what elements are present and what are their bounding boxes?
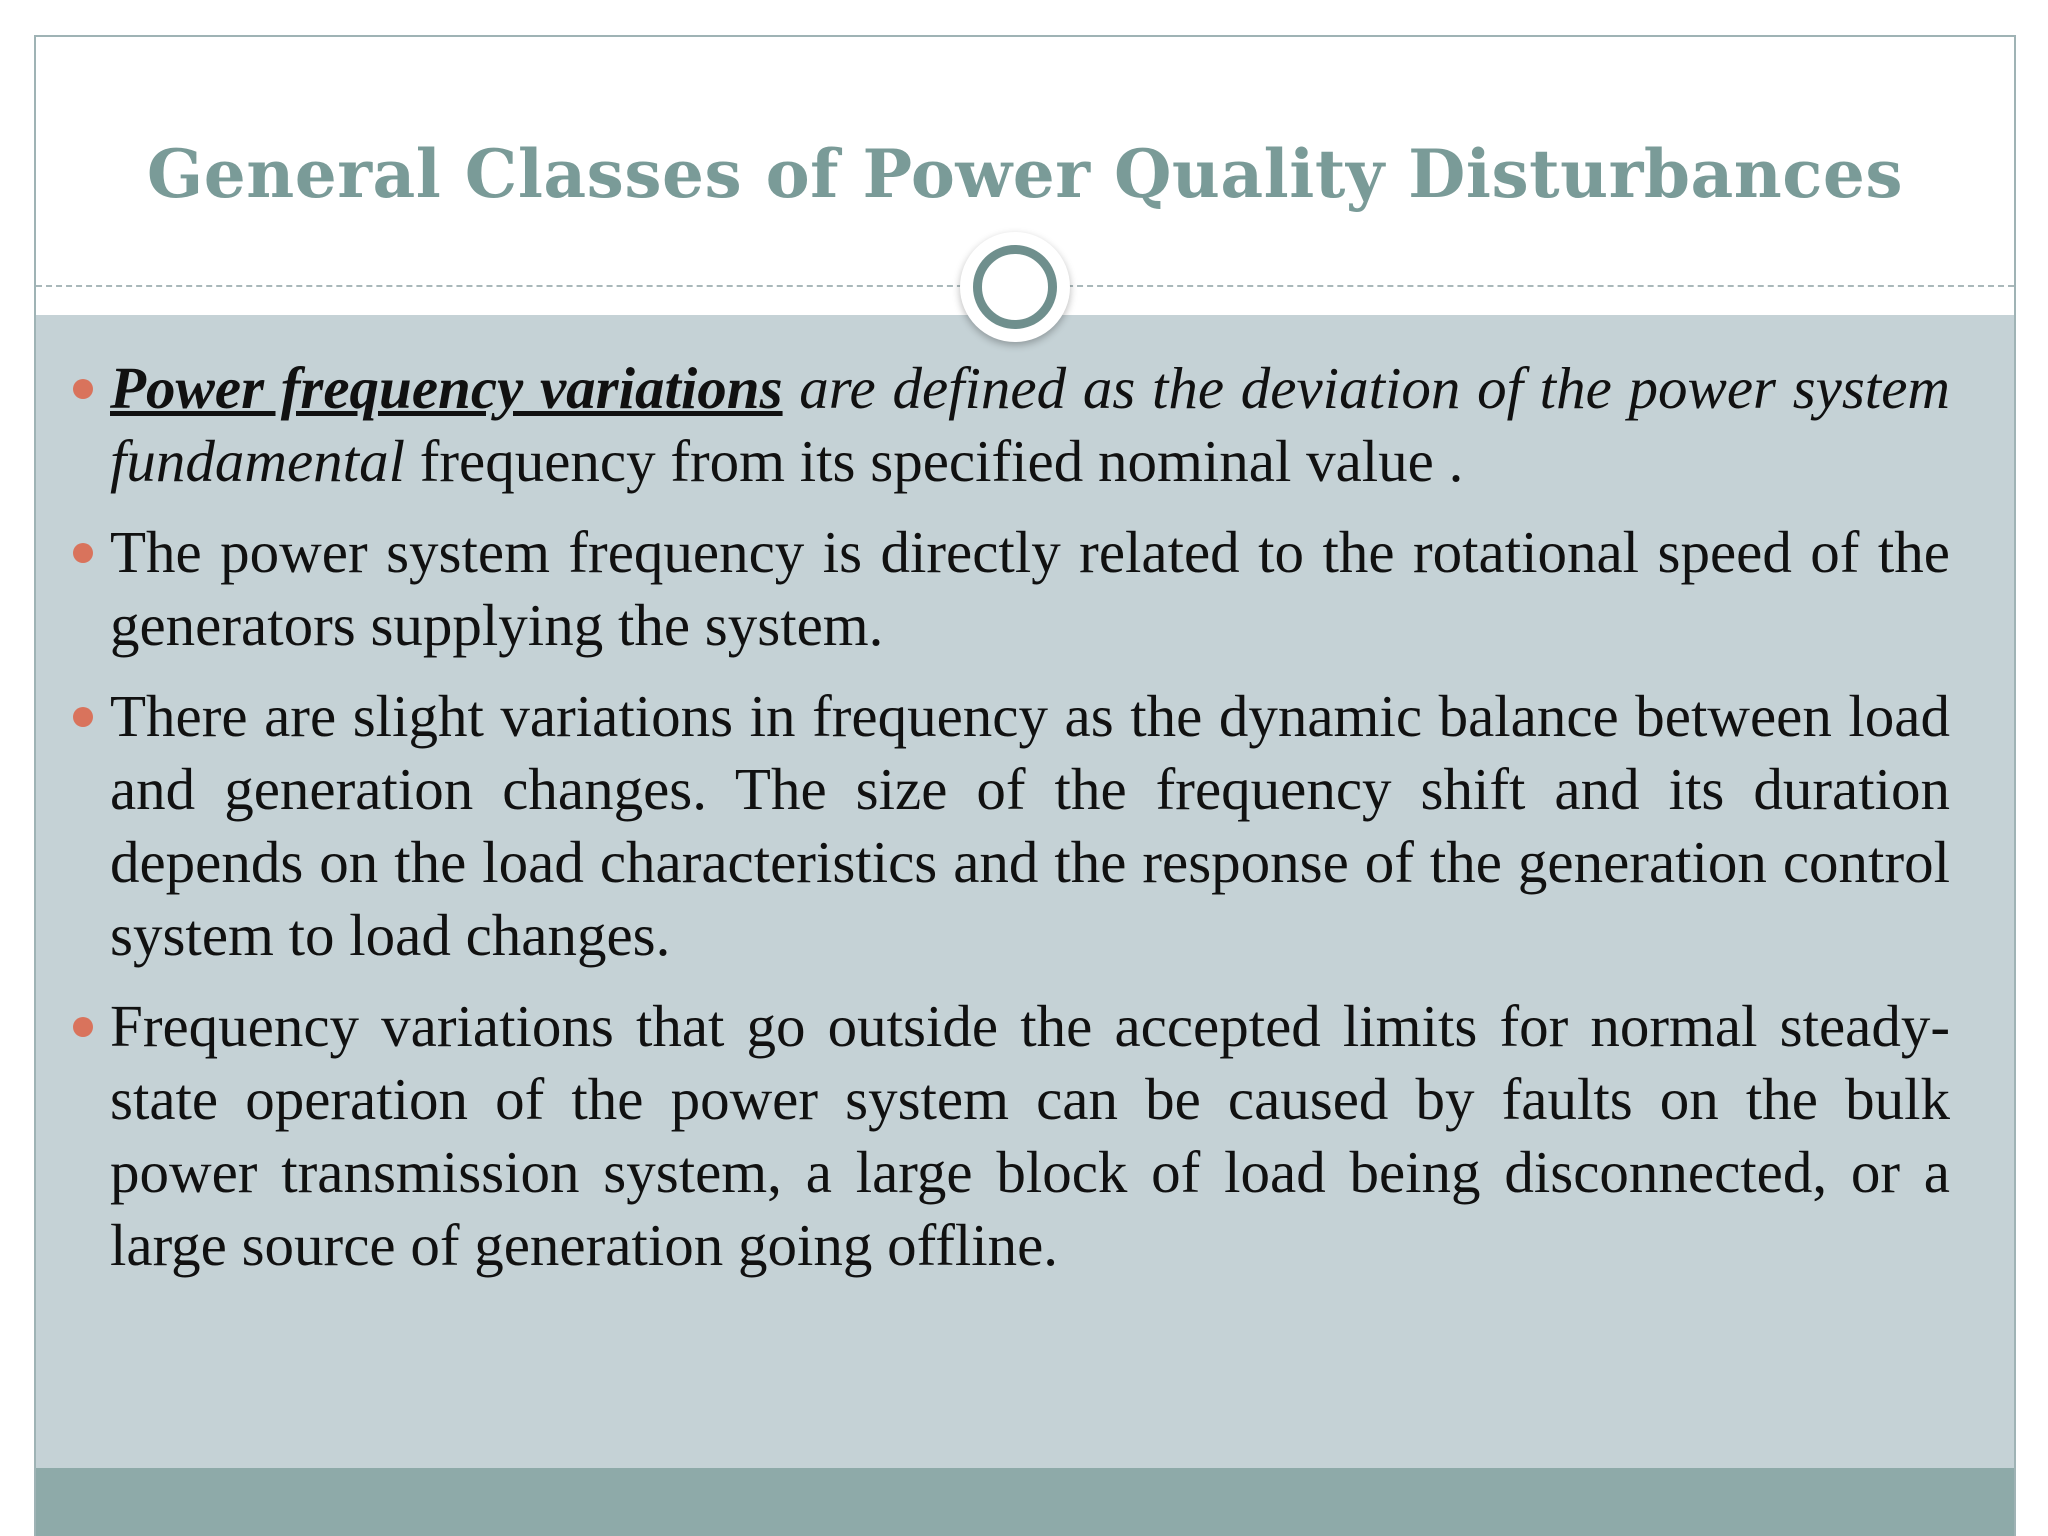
definition-italic: are defined as the deviation of the power system fundamental xyxy=(110,355,1950,494)
slide-title: General Classes of Power Quality Disturbances xyxy=(146,135,1904,213)
defined-term: Power frequency variations xyxy=(110,355,783,421)
bullet-text: Frequency variations that go outside the accepted limits for normal steady-state operation of the power system can be caused by faults on the bulk power transmission system, a large block of load being disconnected, or a large source of generation going offline. xyxy=(110,993,1950,1278)
bullet-text xyxy=(110,352,1950,498)
bullet-dot-icon xyxy=(73,1017,93,1037)
bullet-item xyxy=(110,516,1950,662)
bullet-item xyxy=(110,680,1950,972)
bullet-dot-icon xyxy=(73,379,93,399)
bullet-dot-icon xyxy=(73,543,93,563)
bullet-dot-icon xyxy=(73,707,93,727)
definition-plain: frequency from its specified nominal value . xyxy=(404,428,1464,494)
bullet-list xyxy=(110,352,1950,1300)
ring-ornament-icon xyxy=(960,232,1070,342)
bullet-item xyxy=(110,352,1950,498)
bullet-text: There are slight variations in frequency as the dynamic balance between load and generation changes. The size of the frequency shift and its duration depends on the load characteristics and the response of the generation control system to load changes. xyxy=(110,683,1950,968)
footer-band xyxy=(36,1468,2014,1536)
bullet-item xyxy=(110,990,1950,1282)
ring-inner xyxy=(973,245,1057,329)
bullet-text: The power system frequency is directly related to the rotational speed of the generators supplying the system. xyxy=(110,519,1950,658)
